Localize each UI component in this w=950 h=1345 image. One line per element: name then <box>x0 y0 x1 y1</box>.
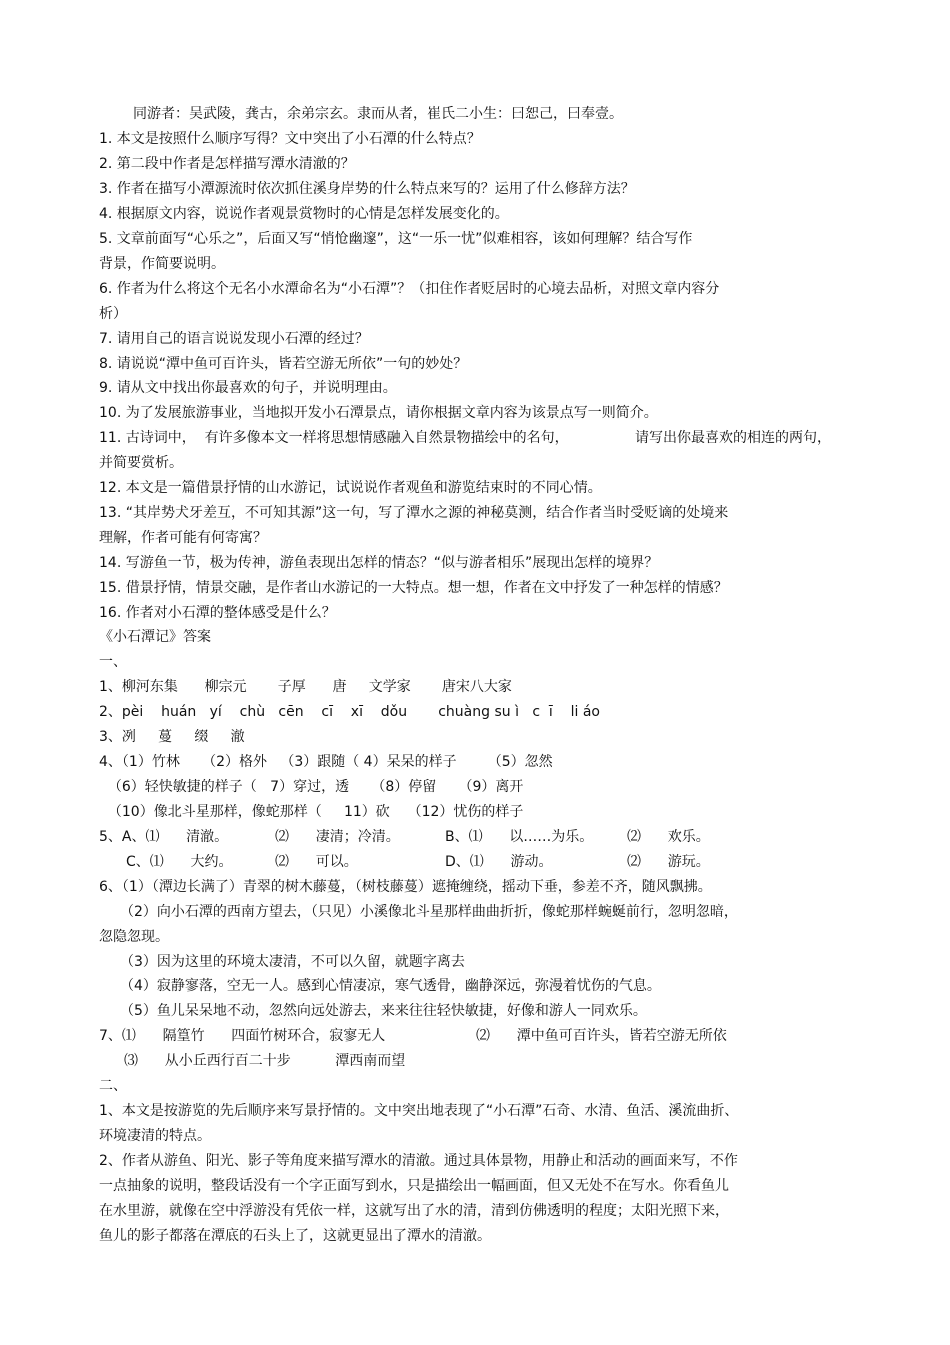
answer-5-d1: D、⑴ 游动。 <box>445 854 553 870</box>
part2-answer-1-line1: 1、本文是按游览的先后顺序来写景抒情的。文中突出地表现了“小石潭”石奇、水清、鱼活、溪流曲折、 <box>99 1103 739 1119</box>
question-13-line1: 13. “其岸势犬牙差互，不可知其源”这一句，写了潭水之源的神秘莫测，结合作者当时受贬谪的处境来 <box>99 505 729 521</box>
answers-title: 《小石潭记》答案 <box>99 629 211 645</box>
question-12: 12. 本文是一篇借景抒情的山水游记，试说说作者观鱼和游览结束时的不同心情。 <box>99 480 602 496</box>
question-10: 10. 为了发展旅游事业，当地拟开发小石潭景点，请你根据文章内容为该景点写一则简介。 <box>99 405 658 421</box>
answers-part-2-heading: 二、 <box>99 1078 127 1094</box>
question-5-line1: 5. 文章前面写“心乐之”，后面又写“悄怆幽邃”，这“一乐一忧”似难相容，该如何理解？结合写作 <box>99 231 693 247</box>
question-4: 4. 根据原文内容，说说作者观景赏物时的心情是怎样发展变化的。 <box>99 206 509 222</box>
part2-answer-2-line4: 鱼儿的影子都落在潭底的石头上了，这就更显出了潭水的清澈。 <box>99 1228 491 1244</box>
answer-6-line2: （2）向小石潭的西南方望去，（只见）小溪像北斗星那样曲曲折折，像蛇那样蜿蜒前行，忽明忽暗， <box>120 904 738 920</box>
question-5-line2: 背景，作简要说明。 <box>99 256 225 272</box>
question-11-line2: 并简要赏析。 <box>99 455 183 471</box>
answer-5-b1: B、⑴ 以……为乐。 <box>445 829 594 845</box>
question-14: 14. 写游鱼一节，极为传神，游鱼表现出怎样的情态？“似与游者相乐”展现出怎样的境界？ <box>99 555 659 571</box>
answer-6-line6: （5）鱼儿呆呆地不动，忽然向远处游去，来来往往轻快敏捷，好像和游人一同欢乐。 <box>120 1003 647 1019</box>
answer-5-d2: ⑵ 游玩。 <box>627 854 710 870</box>
companions-line: 同游者：吴武陵，龚古，余弟宗玄。隶而从者，崔氏二小生：曰恕己，曰奉壹。 <box>133 106 623 122</box>
question-11-line1-tail: 请写出你最喜欢的相连的两句， <box>635 430 831 446</box>
answer-4-line3: （10）像北斗星那样，像蛇那样（ 11）砍 （12）忧伤的样子 <box>99 804 524 820</box>
part2-answer-2-line2: 一点抽象的说明，整段话没有一个字正面写到水，只是描绘出一幅画面，但又无处不在写水。你看鱼儿 <box>99 1178 729 1194</box>
answers-part-1-heading: 一、 <box>99 654 127 670</box>
answer-7-1: 7、⑴ 隔篁竹 四面竹树环合，寂寥无人 <box>99 1028 386 1044</box>
answer-5-c2: ⑵ 可以。 <box>275 854 358 870</box>
answer-1: 1、柳河东集 柳宗元 子厚 唐 文学家 唐宋八大家 <box>99 679 512 695</box>
question-13-line2: 理解，作者可能有何寄寓？ <box>99 530 267 546</box>
question-16: 16. 作者对小石潭的整体感受是什么？ <box>99 605 336 621</box>
part2-answer-1-line2: 环境凄清的特点。 <box>99 1128 211 1144</box>
answer-4-line1: 4、（1）竹林 （2）格外 （3）跟随（ 4）呆呆的样子 （5）忽然 <box>99 754 553 770</box>
question-1: 1. 本文是按照什么顺序写得？文中突出了小石潭的什么特点？ <box>99 131 481 147</box>
answer-5-c1: C、⑴ 大约。 <box>126 854 233 870</box>
question-15: 15. 借景抒情，情景交融，是作者山水游记的一大特点。想一想，作者在文中抒发了一种怎样的情感？ <box>99 580 728 596</box>
answer-3: 3、冽 蔓 缀 澈 <box>99 729 245 745</box>
question-3: 3. 作者在描写小潭源流时依次抓住溪身岸势的什么特点来写的？运用了什么修辞方法？ <box>99 181 635 197</box>
question-6-line2: 析） <box>99 306 127 322</box>
answer-7-2: ⑵ 潭中鱼可百许头，皆若空游无所依 <box>476 1028 727 1044</box>
answer-4-line2: （6）轻快敏捷的样子（ 7）穿过，透 （8）停留 （9）离开 <box>99 779 524 795</box>
question-6-line1: 6. 作者为什么将这个无名小水潭命名为“小石潭”？（扣住作者贬居时的心境去品析，对照文章内容分 <box>99 281 720 297</box>
answer-6-line3: 忽隐忽现。 <box>99 929 169 945</box>
question-8: 8. 请说说“潭中鱼可百许头，皆若空游无所依”一句的妙处？ <box>99 356 468 372</box>
answer-6-line5: （4）寂静寥落，空无一人。感到心情凄凉，寒气透骨，幽静深远，弥漫着忧伤的气息。 <box>120 978 661 994</box>
answer-5-a2: ⑵ 凄清；冷清。 <box>275 829 400 845</box>
question-9: 9. 请从文中找出你最喜欢的句子，并说明理由。 <box>99 380 397 396</box>
answer-6-line4: （3）因为这里的环境太凄清，不可以久留，就题字离去 <box>120 954 465 970</box>
answer-5-b2: ⑵ 欢乐。 <box>627 829 710 845</box>
question-2: 2. 第二段中作者是怎样描写潭水清澈的？ <box>99 156 355 172</box>
part2-answer-2-line3: 在水里游，就像在空中浮游没有凭依一样，这就写出了水的清，清到仿佛透明的程度；太阳光照下来， <box>99 1203 729 1219</box>
question-7: 7. 请用自己的语言说说发现小石潭的经过？ <box>99 331 369 347</box>
part2-answer-2-line1: 2、作者从游鱼、阳光、影子等角度来描写潭水的清澈。通过具体景物，用静止和活动的画面来写，不作 <box>99 1153 738 1169</box>
answer-5-a1: 5、A、⑴ 清澈。 <box>99 829 229 845</box>
question-11-line1: 11. 古诗词中， 有许多像本文一样将思想情感融入自然景物描绘中的名句， <box>99 430 569 446</box>
answer-6-line1: 6、（1）（潭边长满了）青翠的树木藤蔓，（树枝藤蔓）遮掩缠绕，摇动下垂，参差不齐，随风飘拂。 <box>99 879 712 895</box>
answer-2: 2、pèi huán yí chù cēn cī xī dǒu chuàng su ì c ī li áo <box>99 704 600 720</box>
answer-7-3: ⑶ 从小丘西行百二十步 潭西南而望 <box>124 1053 406 1069</box>
